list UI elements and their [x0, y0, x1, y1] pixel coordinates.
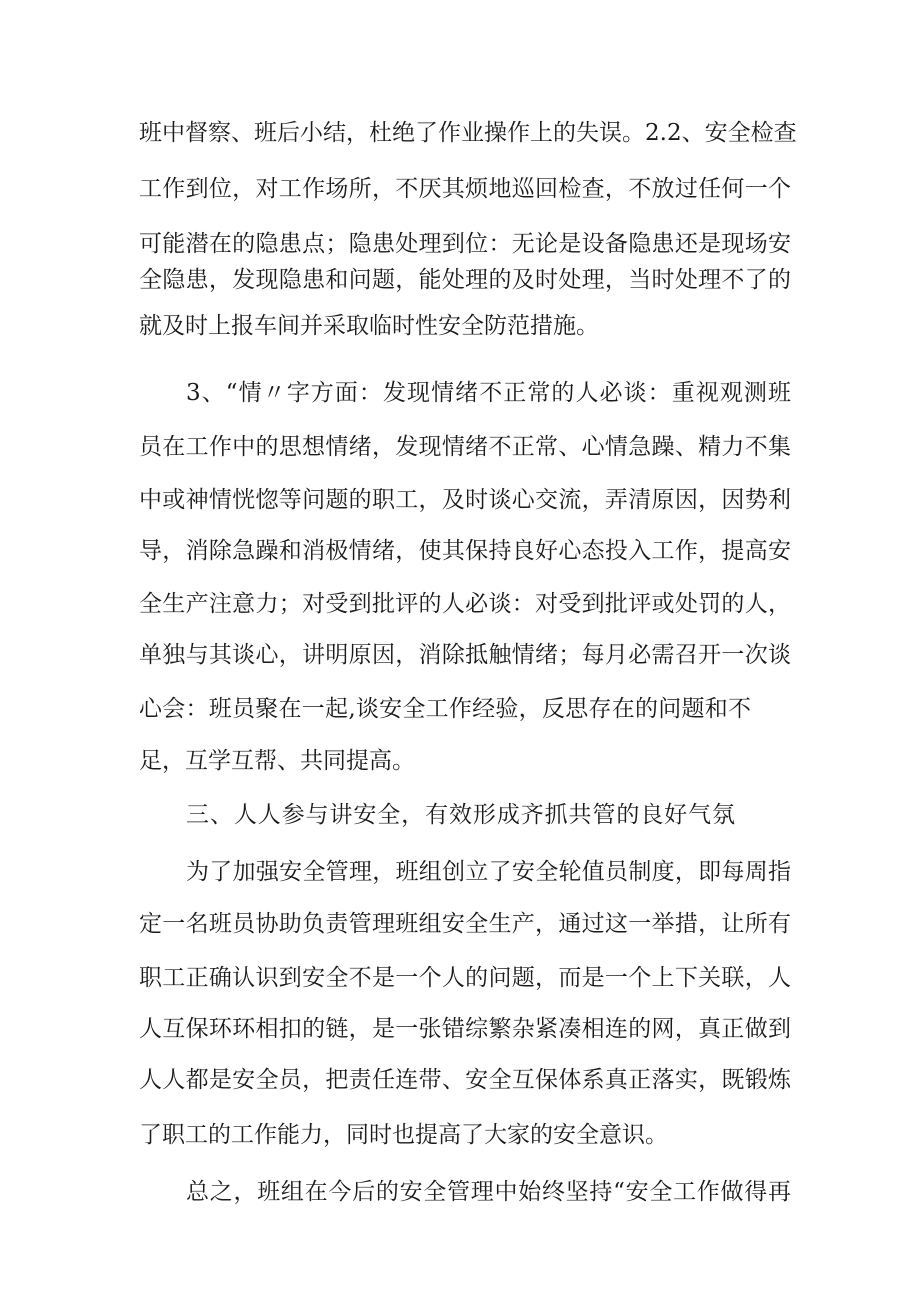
text-line: 中或神情恍惚等问题的职工，及时谈心交流，弄清原因，因势利 — [139, 487, 791, 513]
text-line: 全生产注意力；对受到批评的人必谈：对受到批评或处罚的人， — [139, 591, 791, 617]
text-line: 定一名班员协助负责管理班组安全生产，通过这一举措，让所有 — [139, 911, 791, 937]
text-line: 为了加强安全管理，班组创立了安全轮值员制度，即每周指 — [186, 859, 791, 885]
text-line: 就及时上报车间并采取临时性安全防范措施。 — [139, 313, 599, 339]
text-line: 足，互学互帮、共同提高。 — [139, 748, 415, 774]
text-line: 心会：班员聚在一起,谈安全工作经验，反思存在的问题和不 — [139, 696, 751, 722]
text-line: 职工正确认识到安全不是一个人的问题，而是一个上下关联，人 — [139, 965, 791, 991]
text-line: 员在工作中的思想情绪，发现情绪不正常、心情急躁、精力不集 — [139, 434, 791, 460]
text-line: 人互保环环相扣的链，是一张错综繁杂紧凑相连的网，真正做到 — [139, 1016, 791, 1042]
text-line: 了职工的工作能力，同时也提高了大家的安全意识。 — [139, 1122, 668, 1148]
text-line: 可能潜在的隐患点；隐患处理到位：无论是设备隐患还是现场安 — [139, 231, 791, 257]
text-line: 全隐患，发现隐患和问题，能处理的及时处理，当时处理不了的 — [139, 267, 791, 293]
text-line: 3、“情〃字方面：发现情绪不正常的人必谈：重视观测班 — [186, 380, 791, 406]
text-line: 工作到位，对工作场所，不厌其烦地巡回检查，不放过任何一个 — [139, 176, 791, 202]
section-heading: 三、人人参与讲安全，有效形成齐抓共管的良好气氛 — [186, 802, 735, 828]
text-line: 班中督察、班后小结，杜绝了作业操作上的失误。2.2、安全检查 — [139, 120, 797, 146]
text-line: 人人都是安全员，把责任连带、安全互保体系真正落实，既锻炼 — [139, 1067, 791, 1093]
text-line: 总之，班组在今后的安全管理中始终坚持“安全工作做得再 — [186, 1179, 791, 1205]
text-line: 导，消除急躁和消极情绪，使其保持良好心态投入工作，提高安 — [139, 538, 791, 564]
text-line: 单独与其谈心，讲明原因，消除抵触情绪；每月必需召开一次谈 — [139, 642, 791, 668]
